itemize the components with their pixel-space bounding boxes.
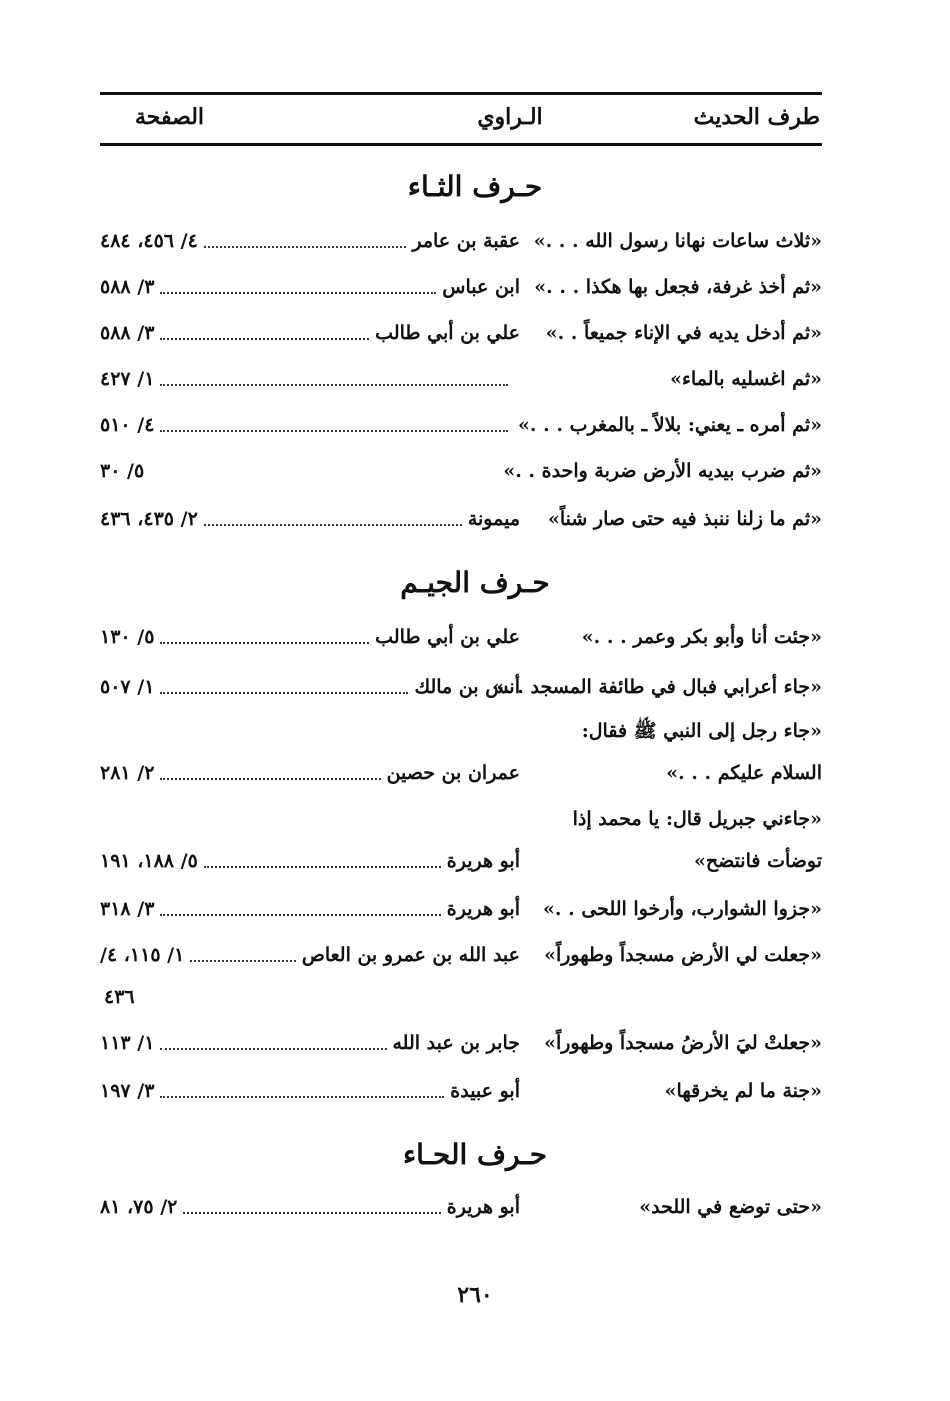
- hadith-text: «جعلت لي الأرض مسجداً وطهوراً»: [544, 944, 822, 966]
- header-top-rule: [100, 92, 822, 95]
- narrator-pages: [100, 672, 520, 702]
- hadith-text: «ثم ضرب بيديه الأرض ضربة واحدة . .»: [503, 460, 822, 482]
- header-hadith-column: طرف الحديث: [693, 104, 820, 130]
- index-row: [100, 410, 822, 450]
- index-row: [100, 758, 822, 798]
- hadith-text: «حتى توضع في اللحد»: [639, 1196, 822, 1218]
- header-bottom-rule: [100, 143, 822, 146]
- index-row: [100, 1076, 822, 1116]
- narrator-name: عمران بن حصين: [386, 762, 520, 784]
- narrator-pages: [100, 318, 520, 348]
- page-reference: ١/ ٤٢٧: [100, 368, 155, 390]
- leader-dots: [204, 226, 407, 248]
- narrator-pages: [100, 1192, 520, 1222]
- narrator-name: جابر بن عبد الله: [392, 1032, 520, 1054]
- leader-dots: [160, 1076, 444, 1098]
- hadith-text: «ثلاث ساعات نهانا رسول الله . . .»: [533, 230, 822, 252]
- section-title-jeem: حـرف الجيـم: [400, 566, 550, 599]
- index-row: [100, 894, 822, 934]
- narrator-pages: [100, 758, 520, 788]
- narrator-pages: [100, 1028, 520, 1058]
- narrator-pages: [100, 894, 520, 924]
- hadith-text: «جاء أعرابي فبال في طائفة المسجد . .»: [492, 676, 822, 698]
- page-reference: ٤/ ٥١٠: [100, 414, 155, 436]
- leader-dots: [160, 1028, 386, 1050]
- narrator-pages: [100, 456, 520, 486]
- page-reference: ١/ ١١٣: [100, 1032, 155, 1054]
- narrator-name: ميمونة: [467, 508, 520, 530]
- page-reference: ٥/ ٣٠: [100, 460, 145, 482]
- header-page-column: الصفحة: [135, 104, 205, 130]
- section-title-thaa: حـرف الثـاء: [407, 170, 543, 203]
- narrator-name: ابن عباس: [442, 276, 520, 298]
- narrator-pages: [100, 504, 520, 534]
- narrator-pages: [100, 846, 520, 876]
- narrator-pages: [100, 272, 520, 302]
- narrator-pages: [100, 622, 520, 652]
- leader-dots: [160, 410, 508, 432]
- leader-dots: [160, 364, 508, 386]
- index-row: [100, 846, 822, 886]
- narrator-name: أبو هريرة: [446, 1196, 520, 1218]
- narrator-pages: [100, 410, 520, 440]
- page-reference-continued: ٤٣٦: [104, 986, 135, 1008]
- leader-dots: [183, 1192, 440, 1214]
- index-row: [100, 226, 822, 266]
- page-reference: ٢/ ٢٨١: [100, 762, 155, 784]
- narrator-name: علي بن أبي طالب: [375, 322, 520, 344]
- page-reference: ٢/ ٧٥، ٨١: [100, 1196, 178, 1218]
- hadith-text: «ثم اغسليه بالماء»: [670, 368, 822, 390]
- index-row: [100, 456, 822, 496]
- narrator-name: أبو هريرة: [446, 850, 520, 872]
- narrator-name: أبو عبيدة: [450, 1080, 520, 1102]
- page-reference: ٣/ ١٩٧: [100, 1080, 155, 1102]
- narrator-pages: [100, 226, 520, 256]
- leader-dots: [160, 318, 369, 340]
- page-reference: ٣/ ٣١٨: [100, 898, 155, 920]
- hadith-text: «جئت أنا وأبو بكر وعمر . . .»: [581, 626, 822, 648]
- leader-dots: [160, 758, 380, 780]
- hadith-text: «ثم ما زلنا ننبذ فيه حتى صار شناً»: [547, 508, 822, 530]
- narrator-name: أبو هريرة: [446, 898, 520, 920]
- hadith-text: «جزوا الشوارب، وأرخوا اللحى . .»: [543, 898, 822, 920]
- header-narrator-column: الـراوي: [477, 104, 543, 130]
- leader-dots: [160, 672, 408, 694]
- narrator-pages: [100, 1076, 520, 1106]
- index-row: [100, 672, 822, 712]
- hadith-text: «جعلتْ ليَ الأرضُ مسجداً وطهوراً»: [544, 1032, 822, 1054]
- hadith-text-line1: «جاء رجل إلى النبي ﷺ فقال:: [581, 720, 822, 742]
- index-row: [100, 364, 822, 404]
- page-number: ٢٦٠: [457, 1282, 493, 1308]
- hadith-text: توضأت فانتضح»: [693, 850, 822, 872]
- index-row: [100, 272, 822, 312]
- page-reference: ٣/ ٥٨٨: [100, 322, 155, 344]
- page-reference: ٥/ ١٨٨، ١٩١: [100, 850, 198, 872]
- hadith-text: «ثم أمره ـ يعني: بلالاً ـ بالمغرب . . .»: [518, 414, 822, 436]
- index-row: [100, 940, 822, 980]
- page-reference: ١/ ١١٥، ٤/: [100, 944, 185, 966]
- leader-dots: [160, 272, 436, 294]
- hadith-text-line1: «جاءني جبريل قال: يا محمد إذا: [572, 808, 822, 830]
- index-row: [100, 318, 822, 358]
- leader-dots: [190, 940, 296, 962]
- page-reference: ٣/ ٥٨٨: [100, 276, 155, 298]
- narrator-pages: [100, 364, 520, 394]
- hadith-text: «ثم أخذ غرفة، فجعل بها هكذا . . .»: [534, 276, 822, 298]
- page-reference: ٥/ ١٣٠: [100, 626, 155, 648]
- leader-dots: [204, 846, 441, 868]
- hadith-text: «جنة ما لم يخرقها»: [664, 1080, 822, 1102]
- page-reference: ١/ ٥٠٧: [100, 676, 155, 698]
- index-row: [100, 622, 822, 662]
- narrator-name: أنس بن مالك: [414, 676, 520, 698]
- hadith-text: السلام عليكم . . .»: [666, 762, 822, 784]
- index-row: [100, 504, 822, 544]
- leader-dots: [160, 622, 369, 644]
- index-row: [100, 1028, 822, 1068]
- page-reference: ٤/ ٤٥٦، ٤٨٤: [100, 230, 198, 252]
- narrator-pages: [100, 940, 520, 970]
- leader-dots: [160, 894, 440, 916]
- index-row: [100, 1192, 822, 1232]
- leader-dots: [204, 504, 462, 526]
- section-title-haa: حـرف الحـاء: [402, 1138, 548, 1171]
- narrator-name: عقبة بن عامر: [412, 230, 520, 252]
- hadith-text: «ثم أدخل يديه في الإناء جميعاً . .»: [545, 322, 822, 344]
- narrator-name: علي بن أبي طالب: [375, 626, 520, 648]
- narrator-name: عبد الله بن عمرو بن العاص: [301, 944, 520, 966]
- page-reference: ٢/ ٤٣٥، ٤٣٦: [100, 508, 198, 530]
